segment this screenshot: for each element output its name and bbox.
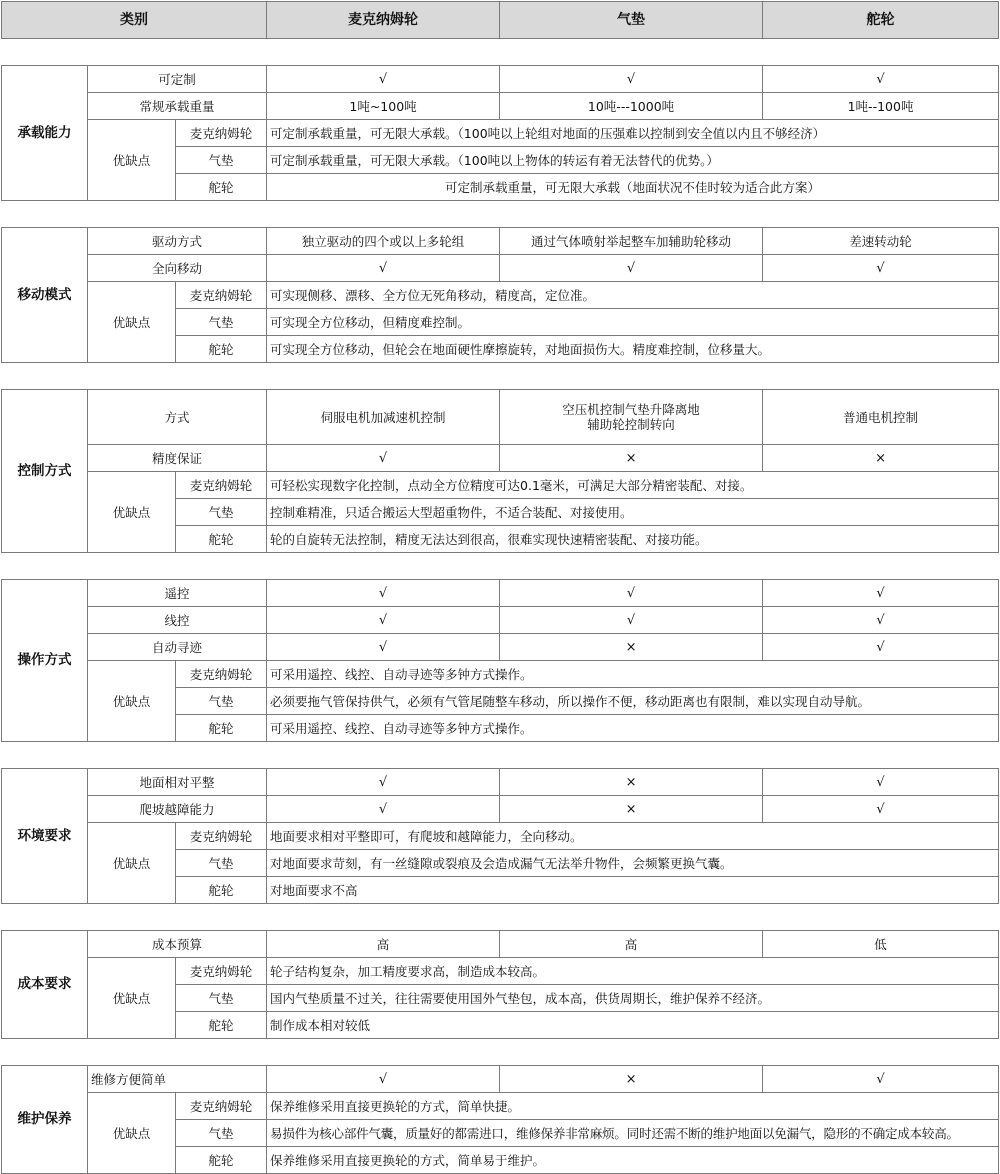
sub-label-rudder: 舵轮	[176, 1012, 267, 1039]
cell-rudder: 1吨--100吨	[763, 93, 999, 120]
cell-mecanum: 伺服电机加减速机控制	[267, 390, 500, 445]
cell-aircushion: ×	[500, 769, 763, 796]
cell-aircushion: 高	[500, 931, 763, 958]
sub-label-rudder: 舵轮	[176, 1147, 267, 1174]
table-row	[2, 796, 999, 823]
pros-text-rudder: 轮的自旋转无法控制，精度无法达到很高，很难实现快速精密装配、对接功能。	[267, 526, 999, 553]
pros-text-rudder: 对地面要求不高	[267, 877, 999, 904]
cell-mecanum: 1吨~100吨	[267, 93, 500, 120]
row-label: 维修方便简单	[88, 1066, 267, 1093]
sub-label-rudder: 舵轮	[176, 715, 267, 742]
section-title-operation: 操作方式	[2, 580, 88, 742]
table-row	[2, 66, 999, 93]
pros-text-rudder: 可采用遥控、线控、自动寻迹等多钟方式操作。	[267, 715, 999, 742]
sub-label-aircushion: 气垫	[176, 688, 267, 715]
sub-label-mecanum: 麦克纳姆轮	[176, 282, 267, 309]
table-row	[2, 634, 999, 661]
table-row	[2, 958, 999, 985]
table-row	[2, 1066, 999, 1093]
table-row	[2, 607, 999, 634]
table-row	[2, 472, 999, 499]
pros-text-mecanum: 可采用遥控、线控、自动寻迹等多钟方式操作。	[267, 661, 999, 688]
sub-label-mecanum: 麦克纳姆轮	[176, 661, 267, 688]
sub-label-mecanum: 麦克纳姆轮	[176, 958, 267, 985]
sub-label-aircushion: 气垫	[176, 850, 267, 877]
cell-mecanum: √	[267, 66, 500, 93]
row-label: 爬坡越障能力	[88, 796, 267, 823]
cell-rudder: √	[763, 769, 999, 796]
table-row	[2, 93, 999, 120]
pros-cons-label: 优缺点	[88, 472, 176, 553]
sub-label-aircushion: 气垫	[176, 147, 267, 174]
pros-text-rudder: 可定制承载重量，可无限大承载（地面状况不佳时较为适合此方案）	[267, 174, 999, 201]
cell-rudder: 差速转动轮	[763, 228, 999, 255]
cell-aircushion: 通过气体喷射举起整车加辅助轮移动	[500, 228, 763, 255]
row-label: 常规承载重量	[88, 93, 267, 120]
row-label: 驱动方式	[88, 228, 267, 255]
section-title-control: 控制方式	[2, 390, 88, 553]
cell-aircushion: ×	[500, 796, 763, 823]
section-title-cost: 成本要求	[2, 931, 88, 1039]
pros-text-mecanum: 可实现侧移、漂移、全方位无死角移动，精度高，定位准。	[267, 282, 999, 309]
cell-aircushion: ×	[500, 634, 763, 661]
pros-cons-label: 优缺点	[88, 958, 176, 1039]
header-rudder: 舵轮	[763, 2, 999, 39]
cell-rudder: 普通电机控制	[763, 390, 999, 445]
cell-rudder: √	[763, 66, 999, 93]
sub-label-mecanum: 麦克纳姆轮	[176, 472, 267, 499]
pros-text-mecanum: 可轻松实现数字化控制，点动全方位精度可达0.1毫米，可满足大部分精密装配、对接。	[267, 472, 999, 499]
sub-label-mecanum: 麦克纳姆轮	[176, 823, 267, 850]
cell-aircushion: √	[500, 580, 763, 607]
cell-mecanum: √	[267, 1066, 500, 1093]
cell-rudder: √	[763, 255, 999, 282]
pros-cons-label: 优缺点	[88, 1093, 176, 1174]
section-title-environment: 环境要求	[2, 769, 88, 904]
row-label: 自动寻迹	[88, 634, 267, 661]
sub-label-rudder: 舵轮	[176, 526, 267, 553]
header-row	[2, 2, 999, 39]
row-label: 方式	[88, 390, 267, 445]
cell-aircushion: √	[500, 255, 763, 282]
cell-rudder: √	[763, 1066, 999, 1093]
table-row	[2, 445, 999, 472]
cell-mecanum: 高	[267, 931, 500, 958]
pros-cons-label: 优缺点	[88, 282, 176, 363]
sub-label-aircushion: 气垫	[176, 1120, 267, 1147]
pros-text-mecanum: 轮子结构复杂，加工精度要求高，制造成本较高。	[267, 958, 999, 985]
section-title-movement: 移动模式	[2, 228, 88, 363]
pros-text-aircushion: 必须要拖气管保持供气，必须有气管尾随整车移动，所以操作不便，移动距离也有限制，难以实现自动导航。	[267, 688, 999, 715]
row-label: 成本预算	[88, 931, 267, 958]
pros-text-aircushion: 国内气垫质量不过关，往往需要使用国外气垫包，成本高，供货周期长，维护保养不经济。	[267, 985, 999, 1012]
table-row	[2, 661, 999, 688]
cell-rudder: ×	[763, 445, 999, 472]
sub-label-mecanum: 麦克纳姆轮	[176, 120, 267, 147]
cell-rudder: √	[763, 607, 999, 634]
row-label: 可定制	[88, 66, 267, 93]
table-row	[2, 823, 999, 850]
cell-mecanum: √	[267, 769, 500, 796]
pros-text-mecanum: 可定制承载重量，可无限大承载。（100吨以上轮组对地面的压强难以控制到安全值以内且不够经济）	[267, 120, 999, 147]
table-row	[2, 120, 999, 147]
pros-cons-label: 优缺点	[88, 120, 176, 201]
cell-aircushion	[500, 390, 763, 445]
table-row	[2, 1093, 999, 1120]
pros-text-rudder: 可实现全方位移动，但轮会在地面硬性摩擦旋转，对地面损伤大。精度难控制，位移量大。	[267, 336, 999, 363]
sub-label-rudder: 舵轮	[176, 336, 267, 363]
comparison-table	[1, 1, 999, 1174]
cell-rudder: √	[763, 580, 999, 607]
table-row	[2, 931, 999, 958]
table-row	[2, 228, 999, 255]
cell-mecanum: √	[267, 796, 500, 823]
sub-label-mecanum: 麦克纳姆轮	[176, 1093, 267, 1120]
cell-aircushion: √	[500, 607, 763, 634]
pros-text-aircushion: 控制难精准，只适合搬运大型超重物件，不适合装配、对接使用。	[267, 499, 999, 526]
pros-text-mecanum: 地面要求相对平整即可，有爬坡和越障能力，全向移动。	[267, 823, 999, 850]
comparison-sheet	[1, 1, 999, 1174]
row-label: 精度保证	[88, 445, 267, 472]
cell-aircushion-line-1: 空压机控制气垫升降离地	[562, 402, 700, 417]
pros-text-aircushion: 可实现全方位移动，但精度难控制。	[267, 309, 999, 336]
row-label: 地面相对平整	[88, 769, 267, 796]
cell-mecanum: 独立驱动的四个或以上多轮组	[267, 228, 500, 255]
section-title-capacity: 承载能力	[2, 66, 88, 201]
row-label: 线控	[88, 607, 267, 634]
cell-aircushion: √	[500, 66, 763, 93]
row-label: 全向移动	[88, 255, 267, 282]
sub-label-aircushion: 气垫	[176, 985, 267, 1012]
pros-text-mecanum: 保养维修采用直接更换轮的方式，简单快捷。	[267, 1093, 999, 1120]
header-category: 类别	[2, 2, 267, 39]
table-row	[2, 580, 999, 607]
pros-text-rudder: 制作成本相对较低	[267, 1012, 999, 1039]
cell-aircushion: ×	[500, 1066, 763, 1093]
cell-rudder: √	[763, 796, 999, 823]
sub-label-aircushion: 气垫	[176, 309, 267, 336]
cell-mecanum: √	[267, 255, 500, 282]
table-row	[2, 390, 999, 445]
header-aircushion: 气垫	[500, 2, 763, 39]
cell-rudder: 低	[763, 931, 999, 958]
table-row	[2, 769, 999, 796]
cell-mecanum: √	[267, 634, 500, 661]
table-row	[2, 282, 999, 309]
pros-cons-label: 优缺点	[88, 661, 176, 742]
pros-text-aircushion: 可定制承载重量，可无限大承载。（100吨以上物体的转运有着无法替代的优势。）	[267, 147, 999, 174]
pros-text-aircushion: 对地面要求苛刻，有一丝缝隙或裂痕及会造成漏气无法举升物件，会频繁更换气囊。	[267, 850, 999, 877]
cell-rudder: √	[763, 634, 999, 661]
pros-text-rudder: 保养维修采用直接更换轮的方式，简单易于维护。	[267, 1147, 999, 1174]
header-mecanum: 麦克纳姆轮	[267, 2, 500, 39]
sub-label-aircushion: 气垫	[176, 499, 267, 526]
pros-text-aircushion: 易损件为核心部件气囊，质量好的都需进口，维修保养非常麻烦。同时还需不断的维护地面以免漏气，隐形的不确定成本较高。	[267, 1120, 999, 1147]
cell-aircushion-line-2: 辅助轮控制转向	[587, 417, 675, 432]
pros-cons-label: 优缺点	[88, 823, 176, 904]
sub-label-rudder: 舵轮	[176, 877, 267, 904]
row-label: 遥控	[88, 580, 267, 607]
cell-mecanum: √	[267, 580, 500, 607]
cell-mecanum: √	[267, 445, 500, 472]
cell-mecanum: √	[267, 607, 500, 634]
section-title-maintenance: 维护保养	[2, 1066, 88, 1174]
cell-aircushion: ×	[500, 445, 763, 472]
sub-label-rudder: 舵轮	[176, 174, 267, 201]
cell-aircushion: 10吨---1000吨	[500, 93, 763, 120]
table-row	[2, 255, 999, 282]
